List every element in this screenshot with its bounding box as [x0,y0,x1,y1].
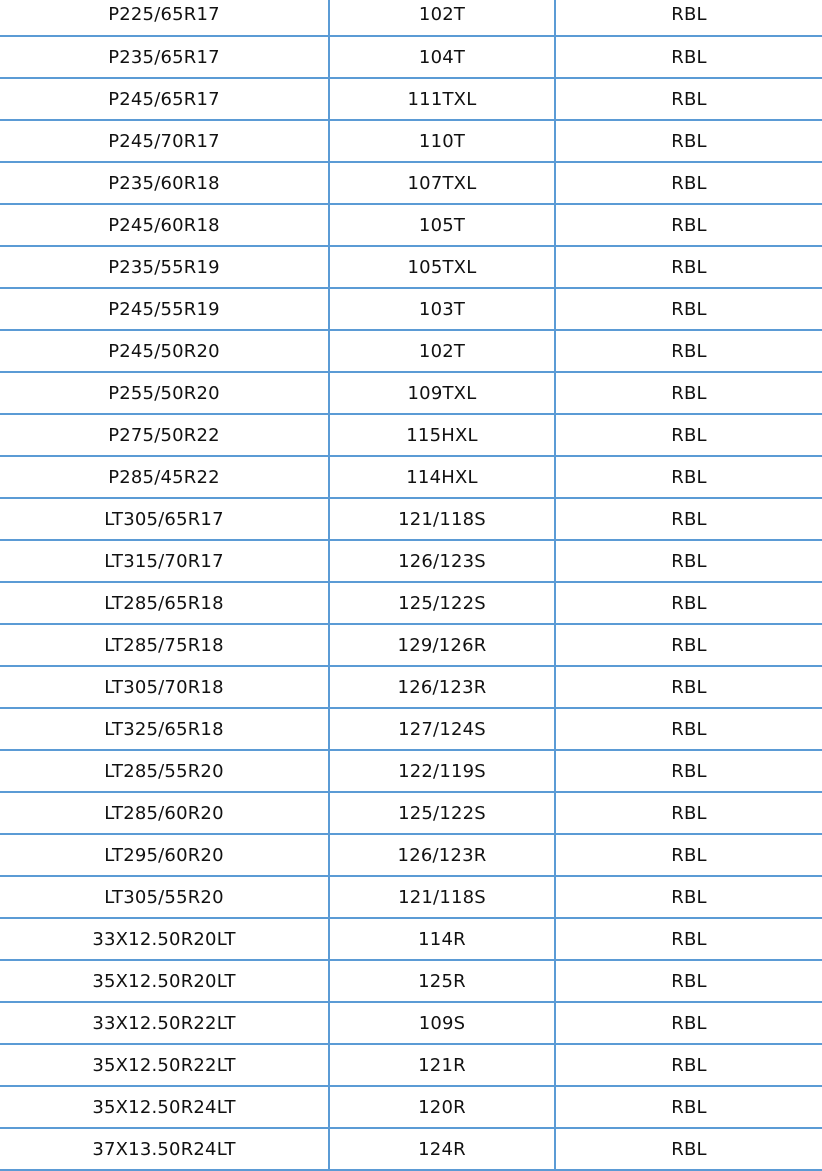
load-speed-index-cell: 125R [329,960,555,1002]
load-speed-index-cell: 129/126R [329,624,555,666]
tire-size-cell: LT305/55R20 [0,876,329,918]
table-row [0,0,822,36]
load-speed-index-cell: 109TXL [329,372,555,414]
tire-size-cell: P225/65R17 [0,0,329,36]
sidewall-cell: RBL [555,456,822,498]
load-speed-index-cell: 127/124S [329,708,555,750]
tire-size-cell: LT325/65R18 [0,708,329,750]
table-row [0,1128,822,1170]
load-speed-index-cell: 126/123R [329,666,555,708]
load-speed-index-cell: 126/123S [329,540,555,582]
sidewall-cell: RBL [555,834,822,876]
table-row [0,876,822,918]
sidewall-cell: RBL [555,624,822,666]
sidewall-cell: RBL [555,246,822,288]
table-row [0,120,822,162]
table-row [0,540,822,582]
load-speed-index-cell: 126/123R [329,834,555,876]
table-row [0,624,822,666]
load-speed-index-cell: 122/119S [329,750,555,792]
load-speed-index-cell: 125/122S [329,792,555,834]
sidewall-cell: RBL [555,540,822,582]
table-row [0,792,822,834]
tire-size-cell: 35X12.50R24LT [0,1086,329,1128]
sidewall-cell: RBL [555,1002,822,1044]
tire-size-cell: LT305/65R17 [0,498,329,540]
table-row [0,960,822,1002]
tire-size-cell: P245/50R20 [0,330,329,372]
tire-size-cell: 37X13.50R24LT [0,1128,329,1170]
load-speed-index-cell: 105TXL [329,246,555,288]
sidewall-cell: RBL [555,78,822,120]
sidewall-cell: RBL [555,876,822,918]
load-speed-index-cell: 114HXL [329,456,555,498]
table-row [0,708,822,750]
tire-size-cell: P235/55R19 [0,246,329,288]
sidewall-cell: RBL [555,1044,822,1086]
table-row [0,36,822,78]
load-speed-index-cell: 102T [329,330,555,372]
load-speed-index-cell: 120R [329,1086,555,1128]
sidewall-cell: RBL [555,414,822,456]
tire-size-cell: P245/70R17 [0,120,329,162]
load-speed-index-cell: 114R [329,918,555,960]
sidewall-cell: RBL [555,498,822,540]
table-row [0,246,822,288]
sidewall-cell: RBL [555,372,822,414]
sidewall-cell: RBL [555,750,822,792]
load-speed-index-cell: 115HXL [329,414,555,456]
sidewall-cell: RBL [555,0,822,36]
table-row [0,78,822,120]
table-row [0,330,822,372]
sidewall-cell: RBL [555,960,822,1002]
tire-size-cell: P235/60R18 [0,162,329,204]
tire-size-cell: 33X12.50R22LT [0,1002,329,1044]
table-row [0,414,822,456]
table-row [0,1002,822,1044]
tire-size-cell: LT285/55R20 [0,750,329,792]
sidewall-cell: RBL [555,330,822,372]
load-speed-index-cell: 121/118S [329,498,555,540]
tire-size-cell: P275/50R22 [0,414,329,456]
sidewall-cell: RBL [555,918,822,960]
load-speed-index-cell: 111TXL [329,78,555,120]
tire-size-cell: P255/50R20 [0,372,329,414]
table-row [0,1044,822,1086]
load-speed-index-cell: 104T [329,36,555,78]
tire-size-cell: 35X12.50R20LT [0,960,329,1002]
tire-size-cell: 35X12.50R22LT [0,1044,329,1086]
table-row [0,288,822,330]
tire-size-cell: LT295/60R20 [0,834,329,876]
sidewall-cell: RBL [555,708,822,750]
load-speed-index-cell: 124R [329,1128,555,1170]
load-speed-index-cell: 109S [329,1002,555,1044]
sidewall-cell: RBL [555,204,822,246]
tire-size-cell: P235/65R17 [0,36,329,78]
load-speed-index-cell: 105T [329,204,555,246]
sidewall-cell: RBL [555,288,822,330]
table-row [0,750,822,792]
load-speed-index-cell: 121R [329,1044,555,1086]
tire-size-cell: LT285/60R20 [0,792,329,834]
table-row [0,456,822,498]
table-row [0,162,822,204]
table-row [0,666,822,708]
sidewall-cell: RBL [555,1128,822,1170]
tire-size-cell: LT285/65R18 [0,582,329,624]
sidewall-cell: RBL [555,582,822,624]
load-speed-index-cell: 125/122S [329,582,555,624]
tire-size-cell: P285/45R22 [0,456,329,498]
sidewall-cell: RBL [555,36,822,78]
table-row [0,204,822,246]
table-row [0,582,822,624]
tire-size-cell: LT305/70R18 [0,666,329,708]
tire-size-cell: P245/60R18 [0,204,329,246]
sidewall-cell: RBL [555,666,822,708]
sidewall-cell: RBL [555,792,822,834]
table-row [0,372,822,414]
tire-size-cell: P245/65R17 [0,78,329,120]
load-speed-index-cell: 103T [329,288,555,330]
table-row [0,1086,822,1128]
tire-size-cell: LT315/70R17 [0,540,329,582]
load-speed-index-cell: 110T [329,120,555,162]
table-row [0,918,822,960]
load-speed-index-cell: 102T [329,0,555,36]
table-row [0,498,822,540]
load-speed-index-cell: 107TXL [329,162,555,204]
load-speed-index-cell: 121/118S [329,876,555,918]
table-row [0,834,822,876]
sidewall-cell: RBL [555,120,822,162]
sidewall-cell: RBL [555,1086,822,1128]
tire-size-cell: P245/55R19 [0,288,329,330]
sidewall-cell: RBL [555,162,822,204]
tire-size-cell: 33X12.50R20LT [0,918,329,960]
tire-size-cell: LT285/75R18 [0,624,329,666]
